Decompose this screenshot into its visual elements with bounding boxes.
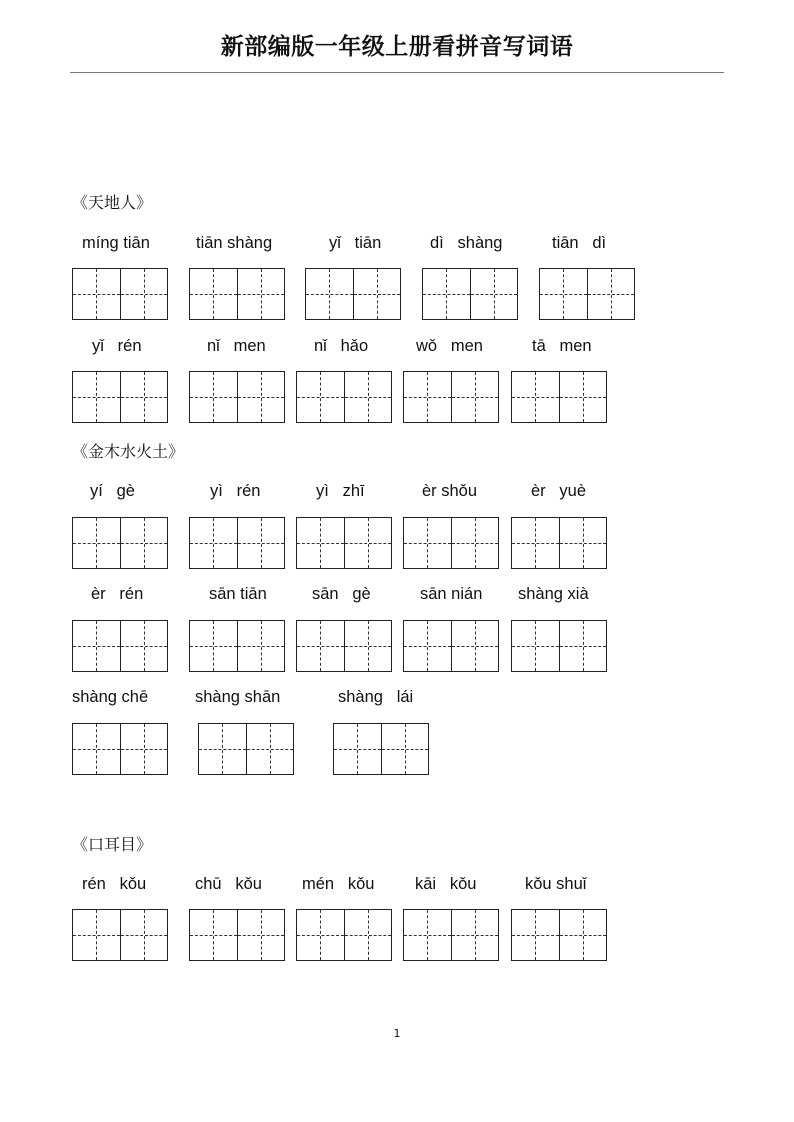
tian-zi-cell[interactable] <box>199 724 246 774</box>
pinyin-label: míng tiān <box>82 234 150 252</box>
pinyin-label: shàng xià <box>518 585 589 603</box>
section-title-tian-di-ren: 《天地人》 <box>72 193 153 212</box>
pinyin-label: shàng chē <box>72 688 149 706</box>
pinyin-label: sān gè <box>312 585 371 603</box>
tian-zi-cell[interactable] <box>190 621 237 671</box>
writing-grid[interactable] <box>189 371 285 423</box>
tian-zi-cell[interactable] <box>73 910 120 960</box>
writing-grid[interactable] <box>296 517 392 569</box>
tian-zi-cell[interactable] <box>297 372 344 422</box>
writing-grid[interactable] <box>296 371 392 423</box>
tian-zi-cell[interactable] <box>381 724 428 774</box>
tian-zi-cell[interactable] <box>120 724 167 774</box>
tian-zi-cell[interactable] <box>451 372 498 422</box>
pinyin-label: nǐ hǎo <box>314 337 369 355</box>
tian-zi-cell[interactable] <box>451 621 498 671</box>
tian-zi-cell[interactable] <box>559 372 606 422</box>
tian-zi-cell[interactable] <box>344 621 391 671</box>
page-title: 新部编版一年级上册看拼音写词语 <box>220 33 574 60</box>
tian-zi-cell[interactable] <box>73 621 120 671</box>
tian-zi-cell[interactable] <box>120 372 167 422</box>
tian-zi-cell[interactable] <box>190 518 237 568</box>
writing-grid[interactable] <box>403 909 499 961</box>
tian-zi-cell[interactable] <box>73 269 120 319</box>
pinyin-label: yì rén <box>210 482 261 500</box>
tian-zi-cell[interactable] <box>237 518 284 568</box>
tian-zi-cell[interactable] <box>73 724 120 774</box>
tian-zi-cell[interactable] <box>559 910 606 960</box>
tian-zi-cell[interactable] <box>246 724 293 774</box>
tian-zi-cell[interactable] <box>297 910 344 960</box>
pinyin-label: sān nián <box>420 585 483 603</box>
pinyin-label: yǐ rén <box>92 337 142 355</box>
tian-zi-cell[interactable] <box>404 518 451 568</box>
tian-zi-cell[interactable] <box>512 518 559 568</box>
writing-grid[interactable] <box>403 371 499 423</box>
writing-grid[interactable] <box>72 268 168 320</box>
writing-grid[interactable] <box>511 620 607 672</box>
tian-zi-cell[interactable] <box>334 724 381 774</box>
writing-grid[interactable] <box>72 909 168 961</box>
tian-zi-cell[interactable] <box>190 269 237 319</box>
pinyin-label: mén kǒu <box>302 875 375 893</box>
tian-zi-cell[interactable] <box>404 621 451 671</box>
pinyin-label: sān tiān <box>209 585 267 603</box>
tian-zi-cell[interactable] <box>73 372 120 422</box>
writing-grid[interactable] <box>403 517 499 569</box>
pinyin-label: yǐ tiān <box>329 234 382 252</box>
writing-grid[interactable] <box>422 268 518 320</box>
pinyin-label: chū kǒu <box>195 875 262 893</box>
writing-grid[interactable] <box>189 909 285 961</box>
tian-zi-cell[interactable] <box>190 372 237 422</box>
tian-zi-cell[interactable] <box>559 518 606 568</box>
writing-grid[interactable] <box>333 723 429 775</box>
tian-zi-cell[interactable] <box>306 269 353 319</box>
tian-zi-cell[interactable] <box>73 518 120 568</box>
tian-zi-cell[interactable] <box>297 518 344 568</box>
tian-zi-cell[interactable] <box>540 269 587 319</box>
tian-zi-cell[interactable] <box>120 910 167 960</box>
tian-zi-cell[interactable] <box>559 621 606 671</box>
pinyin-label: shàng lái <box>338 688 414 706</box>
pinyin-label: èr yuè <box>531 482 587 500</box>
writing-grid[interactable] <box>511 909 607 961</box>
writing-grid[interactable] <box>72 620 168 672</box>
section-title-jin-mu-shui-huo-tu: 《金木水火土》 <box>72 442 185 461</box>
writing-grid[interactable] <box>72 723 168 775</box>
page-number: 1 <box>393 1027 401 1040</box>
pinyin-label: tiān shàng <box>196 234 273 252</box>
writing-grid[interactable] <box>198 723 294 775</box>
tian-zi-cell[interactable] <box>353 269 400 319</box>
tian-zi-cell[interactable] <box>512 372 559 422</box>
tian-zi-cell[interactable] <box>344 372 391 422</box>
pinyin-label: nǐ men <box>207 337 266 355</box>
tian-zi-cell[interactable] <box>344 910 391 960</box>
pinyin-label: èr shǒu <box>422 482 478 500</box>
tian-zi-cell[interactable] <box>120 518 167 568</box>
tian-zi-cell[interactable] <box>344 518 391 568</box>
tian-zi-cell[interactable] <box>297 621 344 671</box>
pinyin-label: yí gè <box>90 482 135 500</box>
writing-grid[interactable] <box>189 620 285 672</box>
pinyin-label: kāi kǒu <box>415 875 477 893</box>
writing-grid[interactable] <box>539 268 635 320</box>
tian-zi-cell[interactable] <box>120 621 167 671</box>
pinyin-label: wǒ men <box>416 337 483 355</box>
tian-zi-cell[interactable] <box>237 372 284 422</box>
writing-grid[interactable] <box>511 517 607 569</box>
writing-grid[interactable] <box>305 268 401 320</box>
tian-zi-cell[interactable] <box>404 372 451 422</box>
writing-grid[interactable] <box>296 620 392 672</box>
tian-zi-cell[interactable] <box>512 910 559 960</box>
tian-zi-cell[interactable] <box>451 910 498 960</box>
title-divider <box>70 72 724 73</box>
tian-zi-cell[interactable] <box>237 269 284 319</box>
tian-zi-cell[interactable] <box>451 518 498 568</box>
tian-zi-cell[interactable] <box>423 269 470 319</box>
tian-zi-cell[interactable] <box>404 910 451 960</box>
pinyin-label: yì zhī <box>316 482 365 500</box>
tian-zi-cell[interactable] <box>512 621 559 671</box>
tian-zi-cell[interactable] <box>587 269 634 319</box>
writing-grid[interactable] <box>511 371 607 423</box>
writing-grid[interactable] <box>72 517 168 569</box>
writing-grid[interactable] <box>296 909 392 961</box>
writing-grid[interactable] <box>189 268 285 320</box>
writing-grid[interactable] <box>72 371 168 423</box>
section-title-kou-er-mu: 《口耳目》 <box>72 835 153 854</box>
pinyin-label: dì shàng <box>430 234 503 252</box>
writing-grid[interactable] <box>403 620 499 672</box>
tian-zi-cell[interactable] <box>190 910 237 960</box>
pinyin-label: kǒu shuǐ <box>525 875 587 893</box>
tian-zi-cell[interactable] <box>237 910 284 960</box>
writing-grid[interactable] <box>189 517 285 569</box>
tian-zi-cell[interactable] <box>470 269 517 319</box>
tian-zi-cell[interactable] <box>120 269 167 319</box>
pinyin-label: shàng shān <box>195 688 281 706</box>
tian-zi-cell[interactable] <box>237 621 284 671</box>
pinyin-label: èr rén <box>91 585 144 603</box>
pinyin-label: rén kǒu <box>82 875 147 893</box>
pinyin-label: tiān dì <box>552 234 607 252</box>
pinyin-label: tā men <box>532 337 592 355</box>
